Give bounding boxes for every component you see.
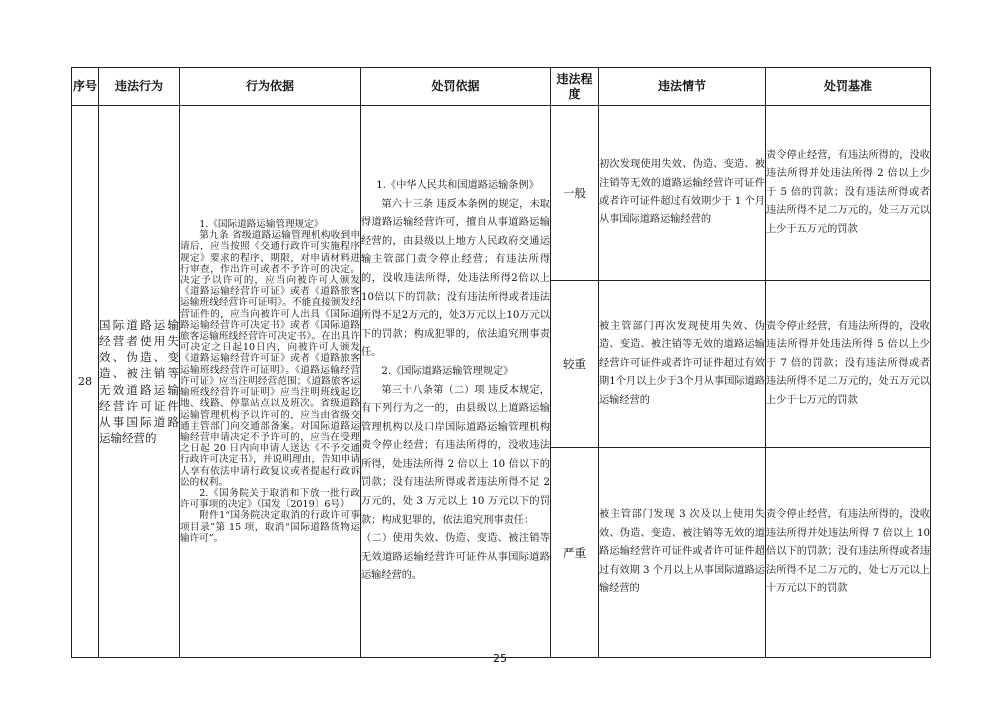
- circumstance-serious: 被主管部门再次发现使用失效、伪造、变造、被注销等无效的道路运输经营许可证件或者许可证件超过有效期1个月以上少于3个月从事国际道路运输经营的: [599, 281, 766, 448]
- table-row: [72, 106, 931, 281]
- penalty-basis-item-5: （二）使用失效、伪造、变造、被注销等无效道路运输经营许可证件从事国际道路运输经营的。: [361, 533, 550, 582]
- degree-severe: 严重: [551, 448, 599, 658]
- standard-severe: 责令停止经营，有违法所得的，没收违法所得并处违法所得 7 倍以上 10 倍以下的罚款；没有违法所得或者违法所得不足二万元的，处七万元以上十万元以下的罚款: [766, 448, 931, 658]
- header-circumstance: 违法情节: [599, 68, 766, 106]
- penalty-basis-item-3: 2.《国际道路运输管理规定》: [381, 365, 514, 377]
- basis-item-4: 附件1“国务院决定取消的行政许可事项目录”第 15 项，取消“国际道路货物运输许可”。: [180, 510, 360, 544]
- basis-item-2: 第九条 省级道路运输管理机构收到申请后，应当按照《交通行政许可实施程序规定》要求的程序、期限，对申请材料进行审查，作出许可或者不予许可的决定。决定予以许可的，应当向被许可人颁发《道路运输经营许可证》或者《道路旅客运输班线经营许可证明》。不能直接颁发经营证件的，应当向被许可人出具《国际道路运输经营许可决定书》或者《国际道路旅客运输班线经营许可决定书》。在出具许可决定之日起10日内，向被许可人颁发《道路运输经营许可证》或者《道路旅客运输班线经营许可证明》。《道路运输经营许可证》应当注明经营范围；《道路旅客运输班线经营许可证明》应当注明班线起讫地、线路、停靠站点以及班次。省级道路运输管理机构予以许可的，应当由省级交通主管部门向交通部备案。对国际道路运输经营申请决定不予许可的，应当在受理之日起 20 日内向申请人送达《不予交通行政许可决定书》，并说明理由，告知申请人享有依法申请行政复议或者提起行政诉讼的权利。: [180, 230, 360, 488]
- penalty-basis-item-2: 第六十三条 违反本条例的规定，未取得道路运输经营许可，擅自从事道路运输经营的，由县级以上地方人民政府交通运输主管部门责令停止经营；有违法所得的，没收违法所得，处违法所得2倍以上10倍以下的罚款；没有违法所得或者违法所得不足2万元的，处3万元以上10万元以下的罚款；构成犯罪的，依法追究刑事责任。: [361, 198, 550, 359]
- table-header-row: [72, 68, 931, 106]
- row-seq: 28: [72, 106, 99, 658]
- header-standard: 处罚基准: [766, 68, 931, 106]
- page-number: 25: [493, 652, 507, 665]
- circumstance-severe: 被主管部门发现 3 次及以上使用失效、伪造、变造、被注销等无效的道路运输经营许可证件或者许可证件超过有效期 3 个月以上从事国际道路运输经营的: [599, 448, 766, 658]
- header-basis: 行为依据: [180, 68, 361, 106]
- degree-general: 一般: [551, 106, 599, 281]
- circumstance-general: 初次发现使用失效、伪造、变造、被注销等无效的道路运输经营许可证件或者许可证件超过有效期少于 1 个月从事国际道路运输经营的: [599, 106, 766, 281]
- header-seq: 序号: [72, 68, 99, 106]
- row-violation: 国际道路运输经营者使用失效、伪造、变造、被注销等无效道路运输经营许可证件从事国际道路运输经营的: [99, 106, 180, 658]
- header-degree: 违法程度: [551, 68, 599, 106]
- penalty-basis-item-1: 1.《中华人民共和国道路运输条例》: [376, 179, 539, 191]
- standard-general: 责令停止经营，有违法所得的，没收违法所得并处违法所得 2 倍以上少于 5 倍的罚款；没有违法所得或者违法所得不足二万元的，处三万元以上少于五万元的罚款: [766, 106, 931, 281]
- standard-serious: 责令停止经营，有违法所得的，没收违法所得并处违法所得 5 倍以上少于 7 倍的罚款；没有违法所得或者违法所得不足二万元的，处五万元以上少于七万元的罚款: [766, 281, 931, 448]
- penalty-basis-item-4: 第三十八条第（二）项 违反本规定，有下列行为之一的，由县级以上道路运输管理机构以及口岸国际道路运输管理机构责令停止经营；有违法所得的，没收违法所得，处违法所得 2 倍以上 10 倍以下的罚款；没有违法所得或者违法所得不足 2 万元的，处 3 万元以上 10 万元以下的罚款；构成犯罪的，依法追究刑事责任：: [361, 384, 550, 526]
- header-penalty-basis: 处罚依据: [361, 68, 551, 106]
- basis-item-3: 2.《国务院关于取消和下放一批行政许可事项的决定》（国发〔2019〕6号）: [180, 487, 360, 511]
- degree-serious: 较重: [551, 281, 599, 448]
- row-basis: [180, 106, 361, 658]
- penalty-table: [71, 67, 931, 658]
- row-penalty-basis: [361, 106, 551, 658]
- basis-item-1: 1.《国际道路运输管理规定》: [199, 219, 324, 231]
- header-violation: 违法行为: [99, 68, 180, 106]
